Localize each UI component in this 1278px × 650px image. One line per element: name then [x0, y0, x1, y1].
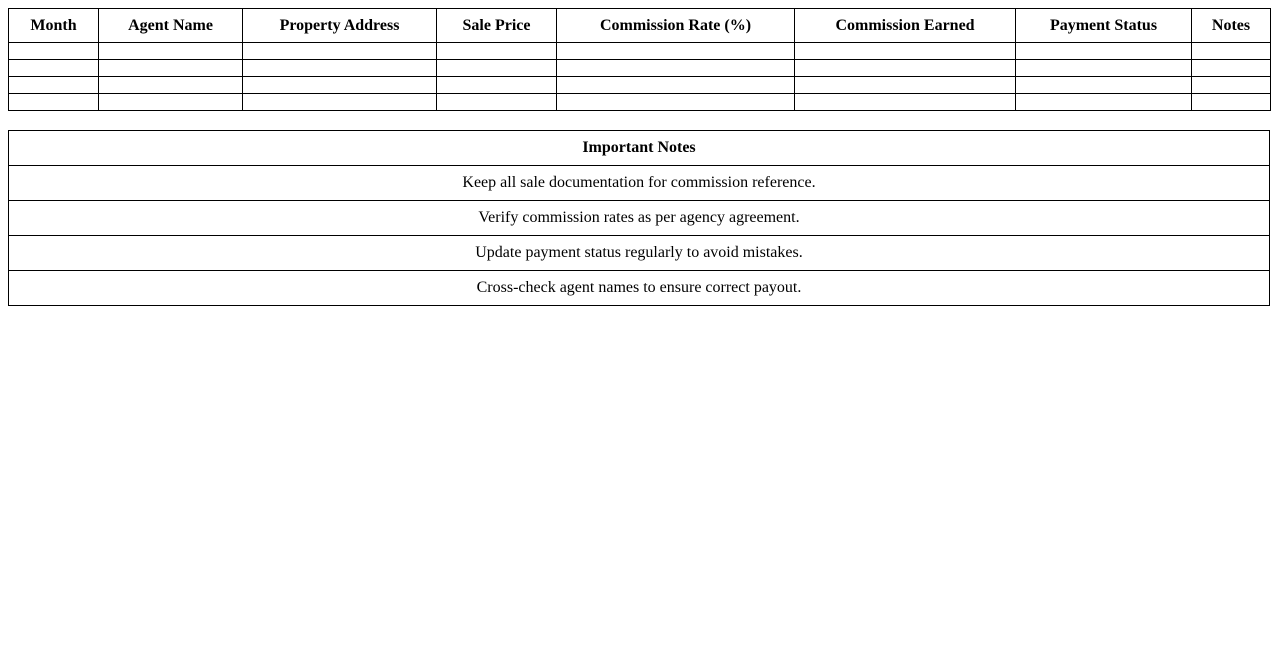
column-header-commission-rate: Commission Rate (%) — [557, 9, 795, 43]
note-item: Update payment status regularly to avoid mistakes. — [9, 236, 1270, 271]
table-cell[interactable] — [99, 94, 243, 111]
column-header-commission-earned: Commission Earned — [795, 9, 1016, 43]
table-cell[interactable] — [1016, 94, 1192, 111]
table-cell[interactable] — [437, 77, 557, 94]
table-cell[interactable] — [557, 43, 795, 60]
notes-title: Important Notes — [9, 131, 1270, 166]
note-item: Cross-check agent names to ensure correct payout. — [9, 271, 1270, 306]
table-cell[interactable] — [1016, 77, 1192, 94]
column-header-property-address: Property Address — [243, 9, 437, 43]
table-cell[interactable] — [243, 43, 437, 60]
table-cell[interactable] — [557, 94, 795, 111]
commission-table — [8, 8, 1271, 111]
table-cell[interactable] — [99, 77, 243, 94]
table-cell[interactable] — [1016, 43, 1192, 60]
header-row — [9, 9, 1271, 43]
table-cell[interactable] — [243, 77, 437, 94]
table-cell[interactable] — [99, 43, 243, 60]
notes-row — [9, 201, 1270, 236]
notes-header-row — [9, 131, 1270, 166]
table-cell[interactable] — [9, 94, 99, 111]
column-header-month: Month — [9, 9, 99, 43]
table-cell[interactable] — [1192, 43, 1271, 60]
table-cell[interactable] — [437, 43, 557, 60]
table-cell[interactable] — [557, 60, 795, 77]
table-cell[interactable] — [9, 77, 99, 94]
table-cell[interactable] — [795, 77, 1016, 94]
table-cell[interactable] — [1016, 60, 1192, 77]
notes-row — [9, 236, 1270, 271]
table-cell[interactable] — [437, 94, 557, 111]
table-cell[interactable] — [437, 60, 557, 77]
notes-row — [9, 271, 1270, 306]
table-cell[interactable] — [795, 43, 1016, 60]
table-cell[interactable] — [243, 94, 437, 111]
table-row — [9, 43, 1271, 60]
note-item: Verify commission rates as per agency agreement. — [9, 201, 1270, 236]
column-header-payment-status: Payment Status — [1016, 9, 1192, 43]
important-notes-table — [8, 130, 1270, 306]
table-cell[interactable] — [9, 43, 99, 60]
table-row — [9, 77, 1271, 94]
table-cell[interactable] — [9, 60, 99, 77]
table-cell[interactable] — [795, 94, 1016, 111]
table-cell[interactable] — [1192, 77, 1271, 94]
table-cell[interactable] — [1192, 60, 1271, 77]
table-row — [9, 94, 1271, 111]
table-row — [9, 60, 1271, 77]
column-header-agent-name: Agent Name — [99, 9, 243, 43]
table-cell[interactable] — [99, 60, 243, 77]
table-cell[interactable] — [795, 60, 1016, 77]
note-item: Keep all sale documentation for commission reference. — [9, 166, 1270, 201]
table-cell[interactable] — [1192, 94, 1271, 111]
table-cell[interactable] — [557, 77, 795, 94]
notes-row — [9, 166, 1270, 201]
table-cell[interactable] — [243, 60, 437, 77]
column-header-notes: Notes — [1192, 9, 1271, 43]
column-header-sale-price: Sale Price — [437, 9, 557, 43]
